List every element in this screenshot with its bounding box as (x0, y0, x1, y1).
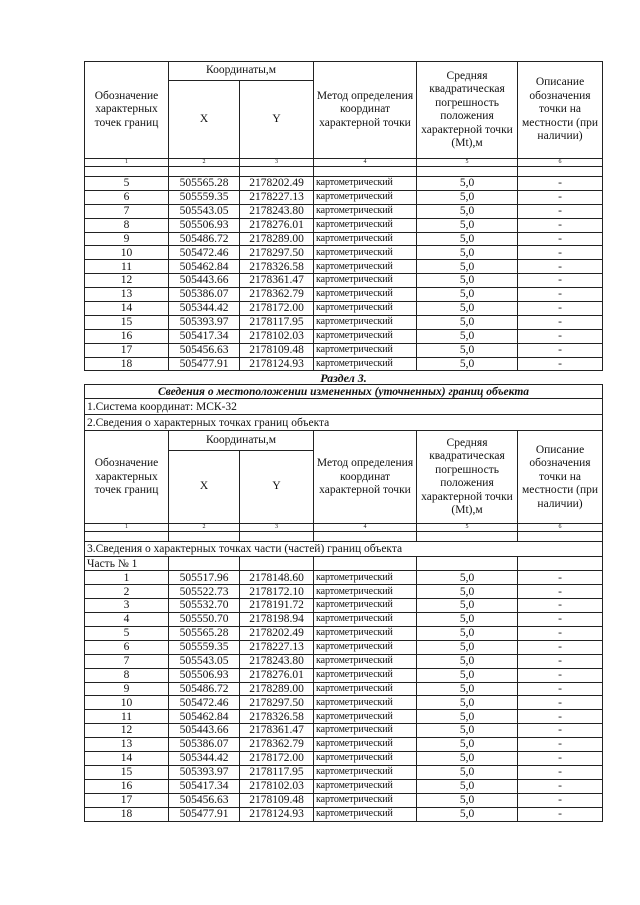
description-cell: - (518, 288, 603, 302)
table-row (85, 599, 603, 613)
method-cell: картометрический (314, 613, 417, 627)
error-cell: 5,0 (417, 599, 518, 613)
coord-y: 2178227.13 (240, 190, 314, 204)
table-row (85, 793, 603, 807)
coord-x: 505550.70 (169, 613, 240, 627)
description-cell: - (518, 246, 603, 260)
section-title: Раздел 3. (85, 371, 603, 385)
coord-y: 2178243.80 (240, 204, 314, 218)
header-x: X (169, 450, 240, 524)
point-number: 3 (85, 599, 169, 613)
table-row (85, 696, 603, 710)
coord-y: 2178361.47 (240, 724, 314, 738)
point-number: 13 (85, 738, 169, 752)
blank-cell (314, 167, 417, 177)
error-cell: 5,0 (417, 585, 518, 599)
point-number: 14 (85, 302, 169, 316)
description-cell: - (518, 204, 603, 218)
blank-cell (417, 532, 518, 542)
error-cell: 5,0 (417, 640, 518, 654)
coord-x: 505344.42 (169, 302, 240, 316)
point-number: 15 (85, 315, 169, 329)
blank-cell (169, 167, 240, 177)
error-cell: 5,0 (417, 682, 518, 696)
coord-x: 505532.70 (169, 599, 240, 613)
error-cell: 5,0 (417, 274, 518, 288)
method-cell: картометрический (314, 302, 417, 316)
header-description: Описание обозначения точки на местности (при наличии) (518, 62, 603, 159)
method-cell: картометрический (314, 288, 417, 302)
table-row (85, 682, 603, 696)
error-cell: 5,0 (417, 738, 518, 752)
coord-y: 2178362.79 (240, 738, 314, 752)
error-cell: 5,0 (417, 246, 518, 260)
coord-x: 505344.42 (169, 752, 240, 766)
blank-cell (240, 557, 314, 571)
blank-cell (240, 532, 314, 542)
column-number: 1 (85, 159, 169, 167)
coord-y: 2178109.48 (240, 793, 314, 807)
coord-y: 2178297.50 (240, 246, 314, 260)
method-cell: картометрический (314, 190, 417, 204)
column-number: 3 (240, 524, 314, 532)
blank-cell (240, 167, 314, 177)
method-cell: картометрический (314, 724, 417, 738)
error-cell: 5,0 (417, 724, 518, 738)
coord-x: 505393.97 (169, 315, 240, 329)
method-cell: картометрический (314, 710, 417, 724)
description-cell: - (518, 190, 603, 204)
table-row (85, 738, 603, 752)
point-number: 10 (85, 246, 169, 260)
error-cell: 5,0 (417, 779, 518, 793)
header-x: X (169, 81, 240, 159)
table-row (85, 613, 603, 627)
points-info: 2.Сведения о характерных точках границ объекта (85, 415, 603, 431)
error-cell: 5,0 (417, 807, 518, 821)
error-cell: 5,0 (417, 710, 518, 724)
point-number: 4 (85, 613, 169, 627)
description-cell: - (518, 357, 603, 371)
blank-cell (314, 557, 417, 571)
coord-y: 2178326.58 (240, 260, 314, 274)
description-cell: - (518, 807, 603, 821)
coord-x: 505443.66 (169, 274, 240, 288)
coord-y: 2178117.95 (240, 765, 314, 779)
table-row (85, 218, 603, 232)
table-row (85, 302, 603, 316)
method-cell: картометрический (314, 765, 417, 779)
table-row (85, 288, 603, 302)
method-cell: картометрический (314, 246, 417, 260)
method-cell: картометрический (314, 274, 417, 288)
coord-y: 2178172.00 (240, 302, 314, 316)
document-page (84, 61, 602, 822)
coord-system: 1.Система координат: МСК-32 (85, 399, 603, 415)
error-cell: 5,0 (417, 793, 518, 807)
blank-cell (169, 557, 240, 571)
table-row (85, 177, 603, 191)
coord-y: 2178191.72 (240, 599, 314, 613)
coord-x: 505472.46 (169, 696, 240, 710)
point-number: 8 (85, 668, 169, 682)
error-cell: 5,0 (417, 232, 518, 246)
point-number: 2 (85, 585, 169, 599)
coord-y: 2178117.95 (240, 315, 314, 329)
table-row (85, 357, 603, 371)
coord-x: 505443.66 (169, 724, 240, 738)
description-cell: - (518, 765, 603, 779)
error-cell: 5,0 (417, 752, 518, 766)
column-number: 2 (169, 159, 240, 167)
column-number: 4 (314, 159, 417, 167)
coord-y: 2178361.47 (240, 274, 314, 288)
column-number: 5 (417, 524, 518, 532)
coord-x: 505472.46 (169, 246, 240, 260)
method-cell: картометрический (314, 571, 417, 585)
description-cell: - (518, 232, 603, 246)
method-cell: картометрический (314, 682, 417, 696)
point-number: 5 (85, 627, 169, 641)
point-number: 17 (85, 343, 169, 357)
column-number: 3 (240, 159, 314, 167)
coord-y: 2178289.00 (240, 682, 314, 696)
coord-x: 505462.84 (169, 260, 240, 274)
description-cell: - (518, 585, 603, 599)
description-cell: - (518, 329, 603, 343)
error-cell: 5,0 (417, 343, 518, 357)
coord-x: 505417.34 (169, 329, 240, 343)
header-point-designation: Обозначение характерных точек границ (85, 62, 169, 159)
coord-x: 505506.93 (169, 668, 240, 682)
error-cell: 5,0 (417, 204, 518, 218)
method-cell: картометрический (314, 668, 417, 682)
error-cell: 5,0 (417, 190, 518, 204)
method-cell: картометрический (314, 329, 417, 343)
blank-cell (417, 167, 518, 177)
column-number: 4 (314, 524, 417, 532)
coord-y: 2178124.93 (240, 807, 314, 821)
method-cell: картометрический (314, 232, 417, 246)
table-row (85, 640, 603, 654)
description-cell: - (518, 752, 603, 766)
coord-y: 2178102.03 (240, 329, 314, 343)
method-cell: картометрический (314, 640, 417, 654)
description-cell: - (518, 260, 603, 274)
table-row (85, 668, 603, 682)
table-row (85, 190, 603, 204)
description-cell: - (518, 302, 603, 316)
point-number: 18 (85, 807, 169, 821)
table-row (85, 232, 603, 246)
point-number: 16 (85, 329, 169, 343)
parts-info: 3.Сведения о характерных точках части (частей) границ объекта (85, 542, 603, 557)
blank-cell (518, 167, 603, 177)
error-cell: 5,0 (417, 696, 518, 710)
coord-y: 2178202.49 (240, 627, 314, 641)
description-cell: - (518, 710, 603, 724)
error-cell: 5,0 (417, 765, 518, 779)
coord-x: 505559.35 (169, 640, 240, 654)
table-row (85, 807, 603, 821)
description-cell: - (518, 724, 603, 738)
method-cell: картометрический (314, 752, 417, 766)
table-row (85, 765, 603, 779)
method-cell: картометрический (314, 585, 417, 599)
table-row (85, 627, 603, 641)
description-cell: - (518, 218, 603, 232)
error-cell: 5,0 (417, 260, 518, 274)
column-number: 2 (169, 524, 240, 532)
point-number: 6 (85, 190, 169, 204)
error-cell: 5,0 (417, 613, 518, 627)
part-label: Часть № 1 (85, 557, 169, 571)
method-cell: картометрический (314, 260, 417, 274)
table-row (85, 724, 603, 738)
coord-x: 505386.07 (169, 738, 240, 752)
coord-x: 505559.35 (169, 190, 240, 204)
description-cell: - (518, 682, 603, 696)
point-number: 7 (85, 204, 169, 218)
method-cell: картометрический (314, 654, 417, 668)
point-number: 12 (85, 724, 169, 738)
blank-cell (314, 532, 417, 542)
method-cell: картометрический (314, 599, 417, 613)
blank-cell (169, 532, 240, 542)
description-cell: - (518, 274, 603, 288)
error-cell: 5,0 (417, 329, 518, 343)
header-y: Y (240, 81, 314, 159)
point-number: 11 (85, 260, 169, 274)
method-cell: картометрический (314, 343, 417, 357)
header-coordinates: Координаты,м (169, 62, 314, 81)
blank-cell (417, 557, 518, 571)
header-method: Метод определения координат характерной точки (314, 62, 417, 159)
error-cell: 5,0 (417, 627, 518, 641)
table-row (85, 204, 603, 218)
table-row (85, 260, 603, 274)
method-cell: картометрический (314, 357, 417, 371)
table-row (85, 571, 603, 585)
error-cell: 5,0 (417, 177, 518, 191)
description-cell: - (518, 177, 603, 191)
method-cell: картометрический (314, 204, 417, 218)
method-cell: картометрический (314, 177, 417, 191)
coord-y: 2178243.80 (240, 654, 314, 668)
point-number: 8 (85, 218, 169, 232)
method-cell: картометрический (314, 793, 417, 807)
blank-cell (85, 167, 169, 177)
error-cell: 5,0 (417, 288, 518, 302)
method-cell: картометрический (314, 696, 417, 710)
table-row (85, 329, 603, 343)
point-number: 10 (85, 696, 169, 710)
point-number: 15 (85, 765, 169, 779)
table-row (85, 343, 603, 357)
coord-y: 2178289.00 (240, 232, 314, 246)
coord-y: 2178202.49 (240, 177, 314, 191)
point-number: 11 (85, 710, 169, 724)
table-row (85, 710, 603, 724)
column-number: 6 (518, 524, 603, 532)
coord-x: 505462.84 (169, 710, 240, 724)
header-method: Метод определения координат характерной точки (314, 431, 417, 524)
table-row (85, 779, 603, 793)
point-number: 7 (85, 654, 169, 668)
coord-x: 505543.05 (169, 204, 240, 218)
column-number: 6 (518, 159, 603, 167)
coord-y: 2178102.03 (240, 779, 314, 793)
method-cell: картометрический (314, 779, 417, 793)
table-body (85, 62, 603, 822)
point-number: 12 (85, 274, 169, 288)
coord-y: 2178362.79 (240, 288, 314, 302)
description-cell: - (518, 668, 603, 682)
point-number: 1 (85, 571, 169, 585)
coord-x: 505543.05 (169, 654, 240, 668)
description-cell: - (518, 343, 603, 357)
table-row (85, 752, 603, 766)
error-cell: 5,0 (417, 571, 518, 585)
description-cell: - (518, 599, 603, 613)
coord-x: 505486.72 (169, 232, 240, 246)
column-number: 5 (417, 159, 518, 167)
header-coordinates: Координаты,м (169, 431, 314, 450)
blank-cell (518, 557, 603, 571)
description-cell: - (518, 793, 603, 807)
coord-x: 505506.93 (169, 218, 240, 232)
description-cell: - (518, 738, 603, 752)
coord-y: 2178148.60 (240, 571, 314, 585)
error-cell: 5,0 (417, 668, 518, 682)
coord-y: 2178276.01 (240, 668, 314, 682)
coord-y: 2178172.10 (240, 585, 314, 599)
coord-x: 505477.91 (169, 357, 240, 371)
table-row (85, 246, 603, 260)
description-cell: - (518, 640, 603, 654)
coord-x: 505565.28 (169, 177, 240, 191)
point-number: 17 (85, 793, 169, 807)
point-number: 5 (85, 177, 169, 191)
coord-x: 505477.91 (169, 807, 240, 821)
table-row (85, 654, 603, 668)
description-cell: - (518, 613, 603, 627)
header-point-designation: Обозначение характерных точек границ (85, 431, 169, 524)
header-y: Y (240, 450, 314, 524)
coordinates-table (84, 61, 603, 822)
point-number: 13 (85, 288, 169, 302)
coord-x: 505393.97 (169, 765, 240, 779)
error-cell: 5,0 (417, 357, 518, 371)
coord-y: 2178109.48 (240, 343, 314, 357)
point-number: 18 (85, 357, 169, 371)
method-cell: картометрический (314, 315, 417, 329)
coord-y: 2178297.50 (240, 696, 314, 710)
description-cell: - (518, 627, 603, 641)
header-mean-error: Средняя квадратическая погрешность положения характерной точки (Mt),м (417, 62, 518, 159)
description-cell: - (518, 654, 603, 668)
blank-cell (85, 532, 169, 542)
coord-x: 505522.73 (169, 585, 240, 599)
coord-x: 505565.28 (169, 627, 240, 641)
point-number: 16 (85, 779, 169, 793)
point-number: 6 (85, 640, 169, 654)
coord-x: 505486.72 (169, 682, 240, 696)
description-cell: - (518, 571, 603, 585)
coord-y: 2178124.93 (240, 357, 314, 371)
column-number: 1 (85, 524, 169, 532)
method-cell: картометрический (314, 627, 417, 641)
coord-x: 505456.63 (169, 343, 240, 357)
point-number: 14 (85, 752, 169, 766)
coord-x: 505456.63 (169, 793, 240, 807)
error-cell: 5,0 (417, 302, 518, 316)
description-cell: - (518, 315, 603, 329)
header-description: Описание обозначения точки на местности (при наличии) (518, 431, 603, 524)
table-row (85, 315, 603, 329)
table-row (85, 585, 603, 599)
coord-y: 2178276.01 (240, 218, 314, 232)
error-cell: 5,0 (417, 315, 518, 329)
error-cell: 5,0 (417, 218, 518, 232)
table-row (85, 274, 603, 288)
description-cell: - (518, 696, 603, 710)
header-mean-error: Средняя квадратическая погрешность положения характерной точки (Mt),м (417, 431, 518, 524)
error-cell: 5,0 (417, 654, 518, 668)
blank-cell (518, 532, 603, 542)
method-cell: картометрический (314, 738, 417, 752)
coord-x: 505517.96 (169, 571, 240, 585)
coord-x: 505386.07 (169, 288, 240, 302)
coord-y: 2178198.94 (240, 613, 314, 627)
method-cell: картометрический (314, 218, 417, 232)
coord-y: 2178227.13 (240, 640, 314, 654)
point-number: 9 (85, 682, 169, 696)
description-cell: - (518, 779, 603, 793)
coord-y: 2178326.58 (240, 710, 314, 724)
coord-y: 2178172.00 (240, 752, 314, 766)
point-number: 9 (85, 232, 169, 246)
method-cell: картометрический (314, 807, 417, 821)
section-subtitle: Сведения о местоположении измененных (уточненных) границ объекта (85, 385, 603, 399)
coord-x: 505417.34 (169, 779, 240, 793)
